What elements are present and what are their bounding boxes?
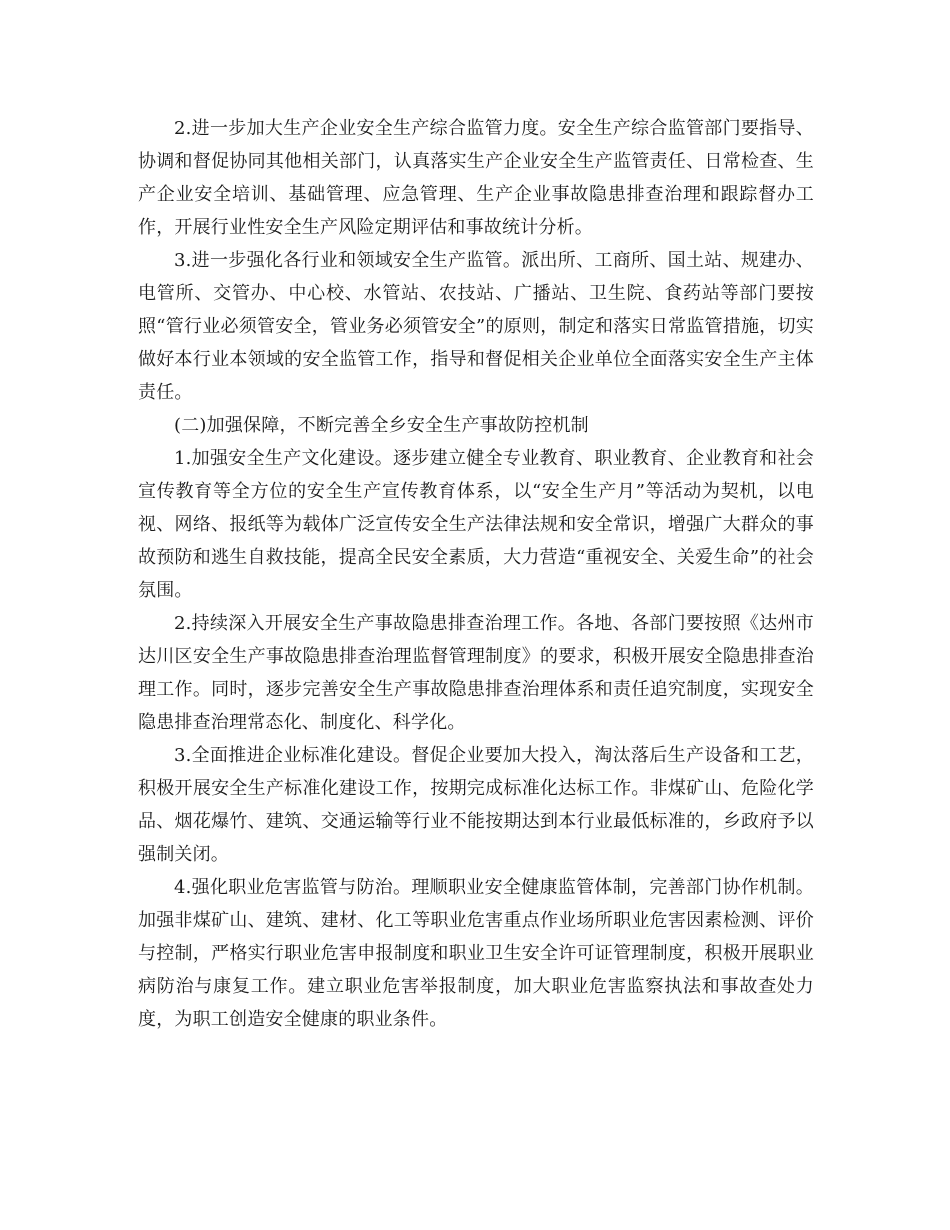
paragraph-2-hazard-inspection: 2.持续深入开展安全生产事故隐患排查治理工作。各地、各部门要按照《达州市达川区安全生产事故隐患排查治理监督管理制度》的要求，积极开展安全隐患排查治理工作。同时，逐步完善安全生产事故隐患排查治理体系和责任追究制度，实现安全隐患排查治理常态化、制度化、科学化。 (138, 613, 814, 733)
document-body (138, 112, 814, 1036)
paragraph-1-safety-culture: 1.加强安全生产文化建设。逐步建立健全专业教育、职业教育、企业教育和社会宣传教育等全方位的安全生产宣传教育体系，以“安全生产月”等活动为契机，以电视、网络、报纸等为载体广泛宣传安全生产法律法规和安全常识，增强广大群众的事故预防和逃生自救技能，提高全民安全素质，大力营造“重视安全、关爱生命”的社会氛围。 (138, 448, 814, 601)
paragraph-4-occupational-hazard: 4.强化职业危害监管与防治。理顺职业安全健康监管体制，完善部门协作机制。加强非煤矿山、建筑、建材、化工等职业危害重点作业场所职业危害因素检测、评价与控制，严格实行职业危害申报制度和职业卫生安全许可证管理制度，积极开展职业病防治与康复工作。建立职业危害举报制度，加大职业危害监察执法和事故查处力度，为职工创造安全健康的职业条件。 (138, 877, 814, 1030)
section-heading-guarantee: (二)加强保障，不断完善全乡安全生产事故防控机制 (174, 415, 589, 436)
paragraph-2-supervision: 2.进一步加大生产企业安全生产综合监管力度。安全生产综合监管部门要指导、协调和督促协同其他相关部门，认真落实生产企业安全生产监管责任、日常检查、生产企业安全培训、基础管理、应急管理、生产企业事故隐患排查治理和跟踪督办工作，开展行业性安全生产风险定期评估和事故统计分析。 (138, 118, 814, 238)
paragraph-3-standardization: 3.全面推进企业标准化建设。督促企业要加大投入，淘汰落后生产设备和工艺，积极开展安全生产标准化建设工作，按期完成标准化达标工作。非煤矿山、危险化学品、烟花爆竹、建筑、交通运输等行业不能按期达到本行业最低标准的，乡政府予以强制关闭。 (138, 745, 814, 865)
paragraph-3-industry-supervision: 3.进一步强化各行业和领域安全生产监管。派出所、工商所、国土站、规建办、电管所、交管办、中心校、水管站、农技站、广播站、卫生院、食药站等部门要按照“管行业必须管安全，管业务必须管安全”的原则，制定和落实日常监管措施，切实做好本行业本领域的安全监管工作，指导和督促相关企业单位全面落实安全生产主体责任。 (138, 250, 814, 403)
